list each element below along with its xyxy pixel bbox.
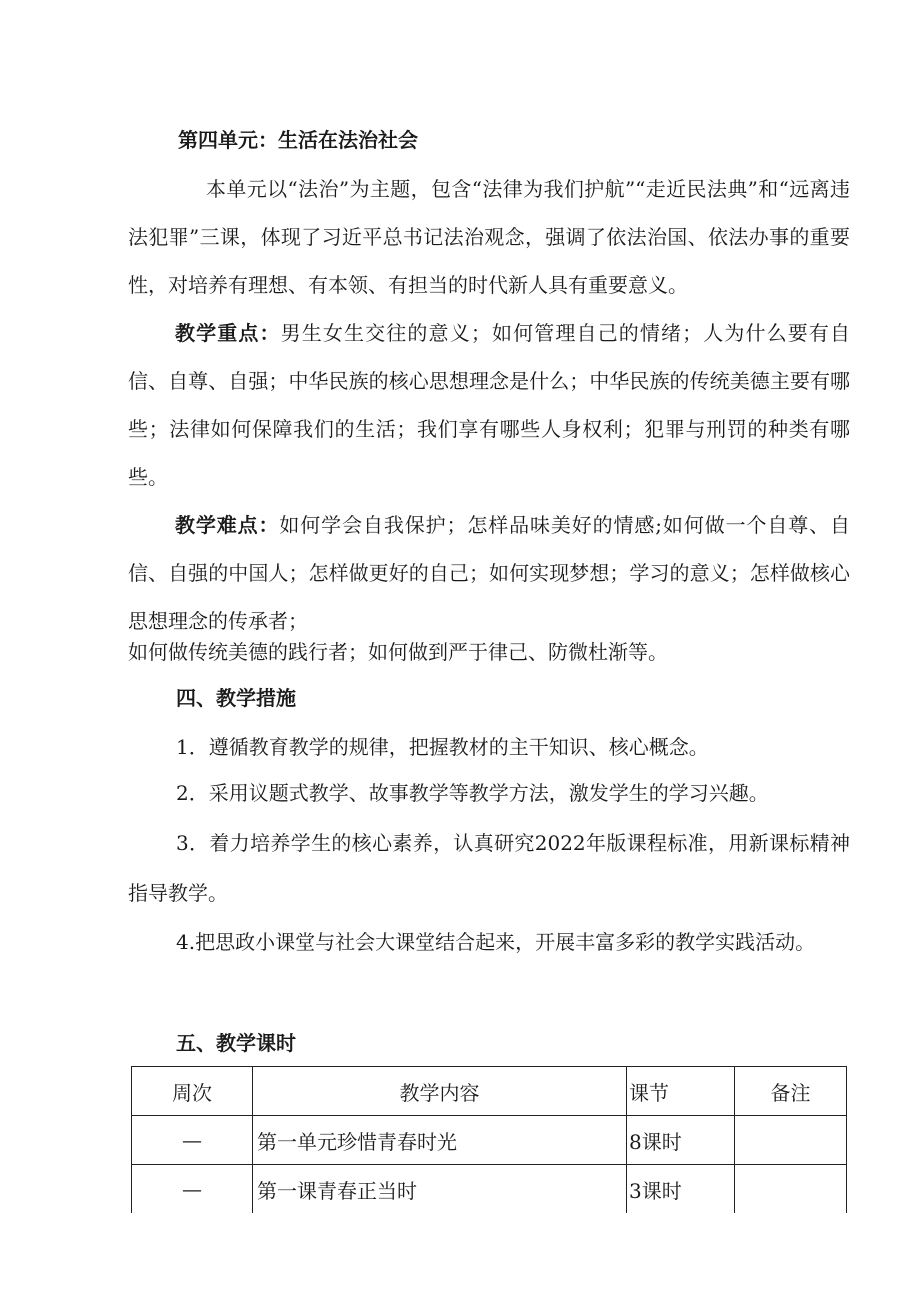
difficult-points-tail: 如何做传统美德的践行者；如何做到严于律己、防微杜渐等。 — [128, 640, 668, 664]
header-content: 教学内容 — [253, 1067, 627, 1116]
difficult-points-paragraph — [128, 501, 850, 645]
key-points-label: 教学重点： — [175, 321, 281, 345]
measures-item: 3．着力培养学生的核心素养，认真研究2022年版课程标准，用新课标精神指导教学。 — [128, 831, 850, 905]
table-row — [132, 1116, 847, 1165]
cell-hours: 8课时 — [627, 1116, 735, 1165]
cell-content: 第一课青春正当时 — [253, 1165, 627, 1214]
cell-content: 第一单元珍惜青春时光 — [253, 1116, 627, 1165]
difficult-points-text: 如何学会自我保护；怎样品味美好的情感;如何做一个自尊、自信、自强的中国人；怎样做更好的自己；如何实现梦想；学习的意义；怎样做核心思想理念的传承者； — [128, 513, 850, 633]
unit4-heading — [178, 126, 418, 154]
measures-item: 1．遵循教育教学的规律，把握教材的主干知识、核心概念。 — [176, 735, 709, 759]
header-hours: 课节 — [627, 1067, 735, 1116]
header-note: 备注 — [735, 1067, 847, 1116]
schedule-heading: 五、教学课时 — [176, 1031, 296, 1055]
unit4-title-text: 生活在法治社会 — [278, 128, 418, 152]
difficult-points-label: 教学难点： — [175, 513, 280, 537]
cell-note — [735, 1165, 847, 1214]
measures-item: 2．采用议题式教学、故事教学等教学方法，激发学生的学习兴趣。 — [176, 781, 769, 805]
unit4-intro: 本单元以“法治”为主题，包含“法律为我们护航”“走近民法典”和“远离违法犯罪”三课，体现了习近平总书记法治观念，强调了依法治国、依法办事的重要性，对培养有理想、有本领、有担当的时代新人具有重要意义。 — [128, 177, 850, 297]
cell-note — [735, 1116, 847, 1165]
cell-week: — — [132, 1165, 253, 1214]
cell-hours: 3课时 — [627, 1165, 735, 1214]
measures-item: 4.把思政小课堂与社会大课堂结合起来，开展丰富多彩的教学实践活动。 — [176, 930, 816, 954]
measures-heading: 四、教学措施 — [176, 686, 296, 710]
schedule-table — [131, 1066, 847, 1213]
key-points-text: 男生女生交往的意义；如何管理自己的情绪；人为什么要有自信、自尊、自强；中华民族的核心思想理念是什么；中华民族的传统美德主要有哪些；法律如何保障我们的生活；我们享有哪些人身权利；犯罪与刑罚的种类有哪些。 — [128, 321, 851, 489]
unit4-title-label: 第四单元： — [178, 128, 278, 152]
cell-week: — — [132, 1116, 253, 1165]
table-row — [132, 1165, 847, 1214]
table-header-row — [132, 1067, 847, 1116]
header-week: 周次 — [132, 1067, 253, 1116]
key-points-paragraph — [128, 309, 850, 501]
